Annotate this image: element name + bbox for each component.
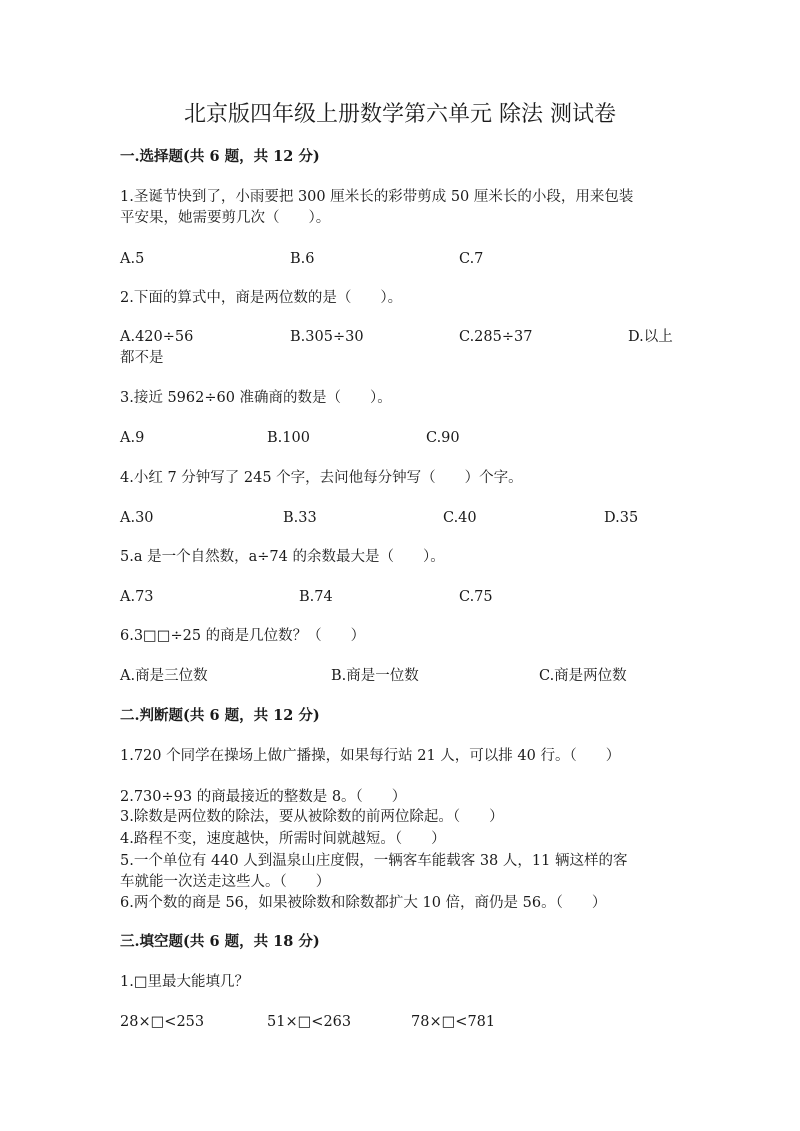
question-4-option-a: A.30 — [120, 510, 154, 526]
question-2-option-a: A.420÷56 — [120, 329, 194, 345]
question-6-option-c: C.商是两位数 — [539, 668, 627, 684]
fill-in-1-item-2: 51×□<263 — [267, 1014, 352, 1030]
question-4-option-c: C.40 — [443, 510, 477, 526]
judgement-3: 3.除数是两位数的除法，要从被除数的前两位除起。（ ） — [120, 809, 504, 825]
fill-in-1-item-1: 28×□<253 — [120, 1014, 205, 1030]
question-5-option-b: B.74 — [299, 589, 333, 605]
question-4-line-1: 4.小红 7 分钟写了 245 个字，去问他每分钟写（ ）个字。 — [120, 470, 523, 486]
question-3-option-b: B.100 — [267, 430, 310, 446]
question-3-line-1: 3.接近 5962÷60 准确商的数是（ ）。 — [120, 390, 392, 406]
question-1-option-b: B.6 — [290, 251, 315, 267]
fill-in-1-item-3: 78×□<781 — [411, 1014, 496, 1030]
question-6-option-b: B.商是一位数 — [331, 668, 419, 684]
judgement-6: 6.两个数的商是 56，如果被除数和除数都扩大 10 倍，商仍是 56。（ ） — [120, 895, 607, 911]
judgement-5-line-2: 车就能一次送走这些人。（ ） — [120, 874, 331, 890]
question-1-line-2: 平安果，她需要剪几次（ ）。 — [120, 210, 331, 226]
question-4-option-b: B.33 — [283, 510, 317, 526]
section-heading-judgement: 二.判断题(共 6 题，共 12 分) — [120, 707, 320, 724]
judgement-5-line-1: 5.一个单位有 440 人到温泉山庄度假，一辆客车能载客 38 人，11 辆这样的客 — [120, 853, 628, 869]
section-heading-choice: 一.选择题(共 6 题，共 12 分) — [120, 148, 320, 165]
question-6-line-1: 6.3□□÷25 的商是几位数？（ ） — [120, 628, 366, 644]
question-4-option-d: D.35 — [604, 510, 639, 526]
question-5-option-c: C.75 — [459, 589, 493, 605]
question-6-option-a: A.商是三位数 — [120, 668, 208, 684]
judgement-1: 1.720 个同学在操场上做广播操，如果每行站 21 人，可以排 40 行。（ ） — [120, 748, 621, 764]
question-1-option-c: C.7 — [459, 251, 484, 267]
question-2-option-b: B.305÷30 — [290, 329, 364, 345]
question-2-option-d: D.以上 — [628, 329, 673, 345]
question-5-option-a: A.73 — [120, 589, 154, 605]
question-2-option-c: C.285÷37 — [459, 329, 533, 345]
section-heading-fill-in: 三.填空题(共 6 题，共 18 分) — [120, 933, 320, 950]
judgement-2: 2.730÷93 的商最接近的整数是 8。（ ） — [120, 789, 407, 805]
question-3-option-a: A.9 — [120, 430, 145, 446]
fill-in-1-question: 1.□里最大能填几？ — [120, 974, 250, 990]
page-title: 北京版四年级上册数学第六单元 除法 测试卷 — [184, 102, 616, 127]
question-1-line-1: 1.圣诞节快到了，小雨要把 300 厘米长的彩带剪成 50 厘米长的小段，用来包装 — [120, 189, 634, 205]
question-5-line-1: 5.a 是一个自然数，a÷74 的余数最大是（ ）。 — [120, 549, 445, 565]
question-1-option-a: A.5 — [120, 251, 145, 267]
judgement-4: 4.路程不变，速度越快，所需时间就越短。（ ） — [120, 831, 446, 847]
question-2-option-d-wrap: 都不是 — [120, 350, 164, 366]
question-2-line-1: 2.下面的算式中，商是两位数的是（ ）。 — [120, 290, 403, 306]
question-3-option-c: C.90 — [426, 430, 460, 446]
